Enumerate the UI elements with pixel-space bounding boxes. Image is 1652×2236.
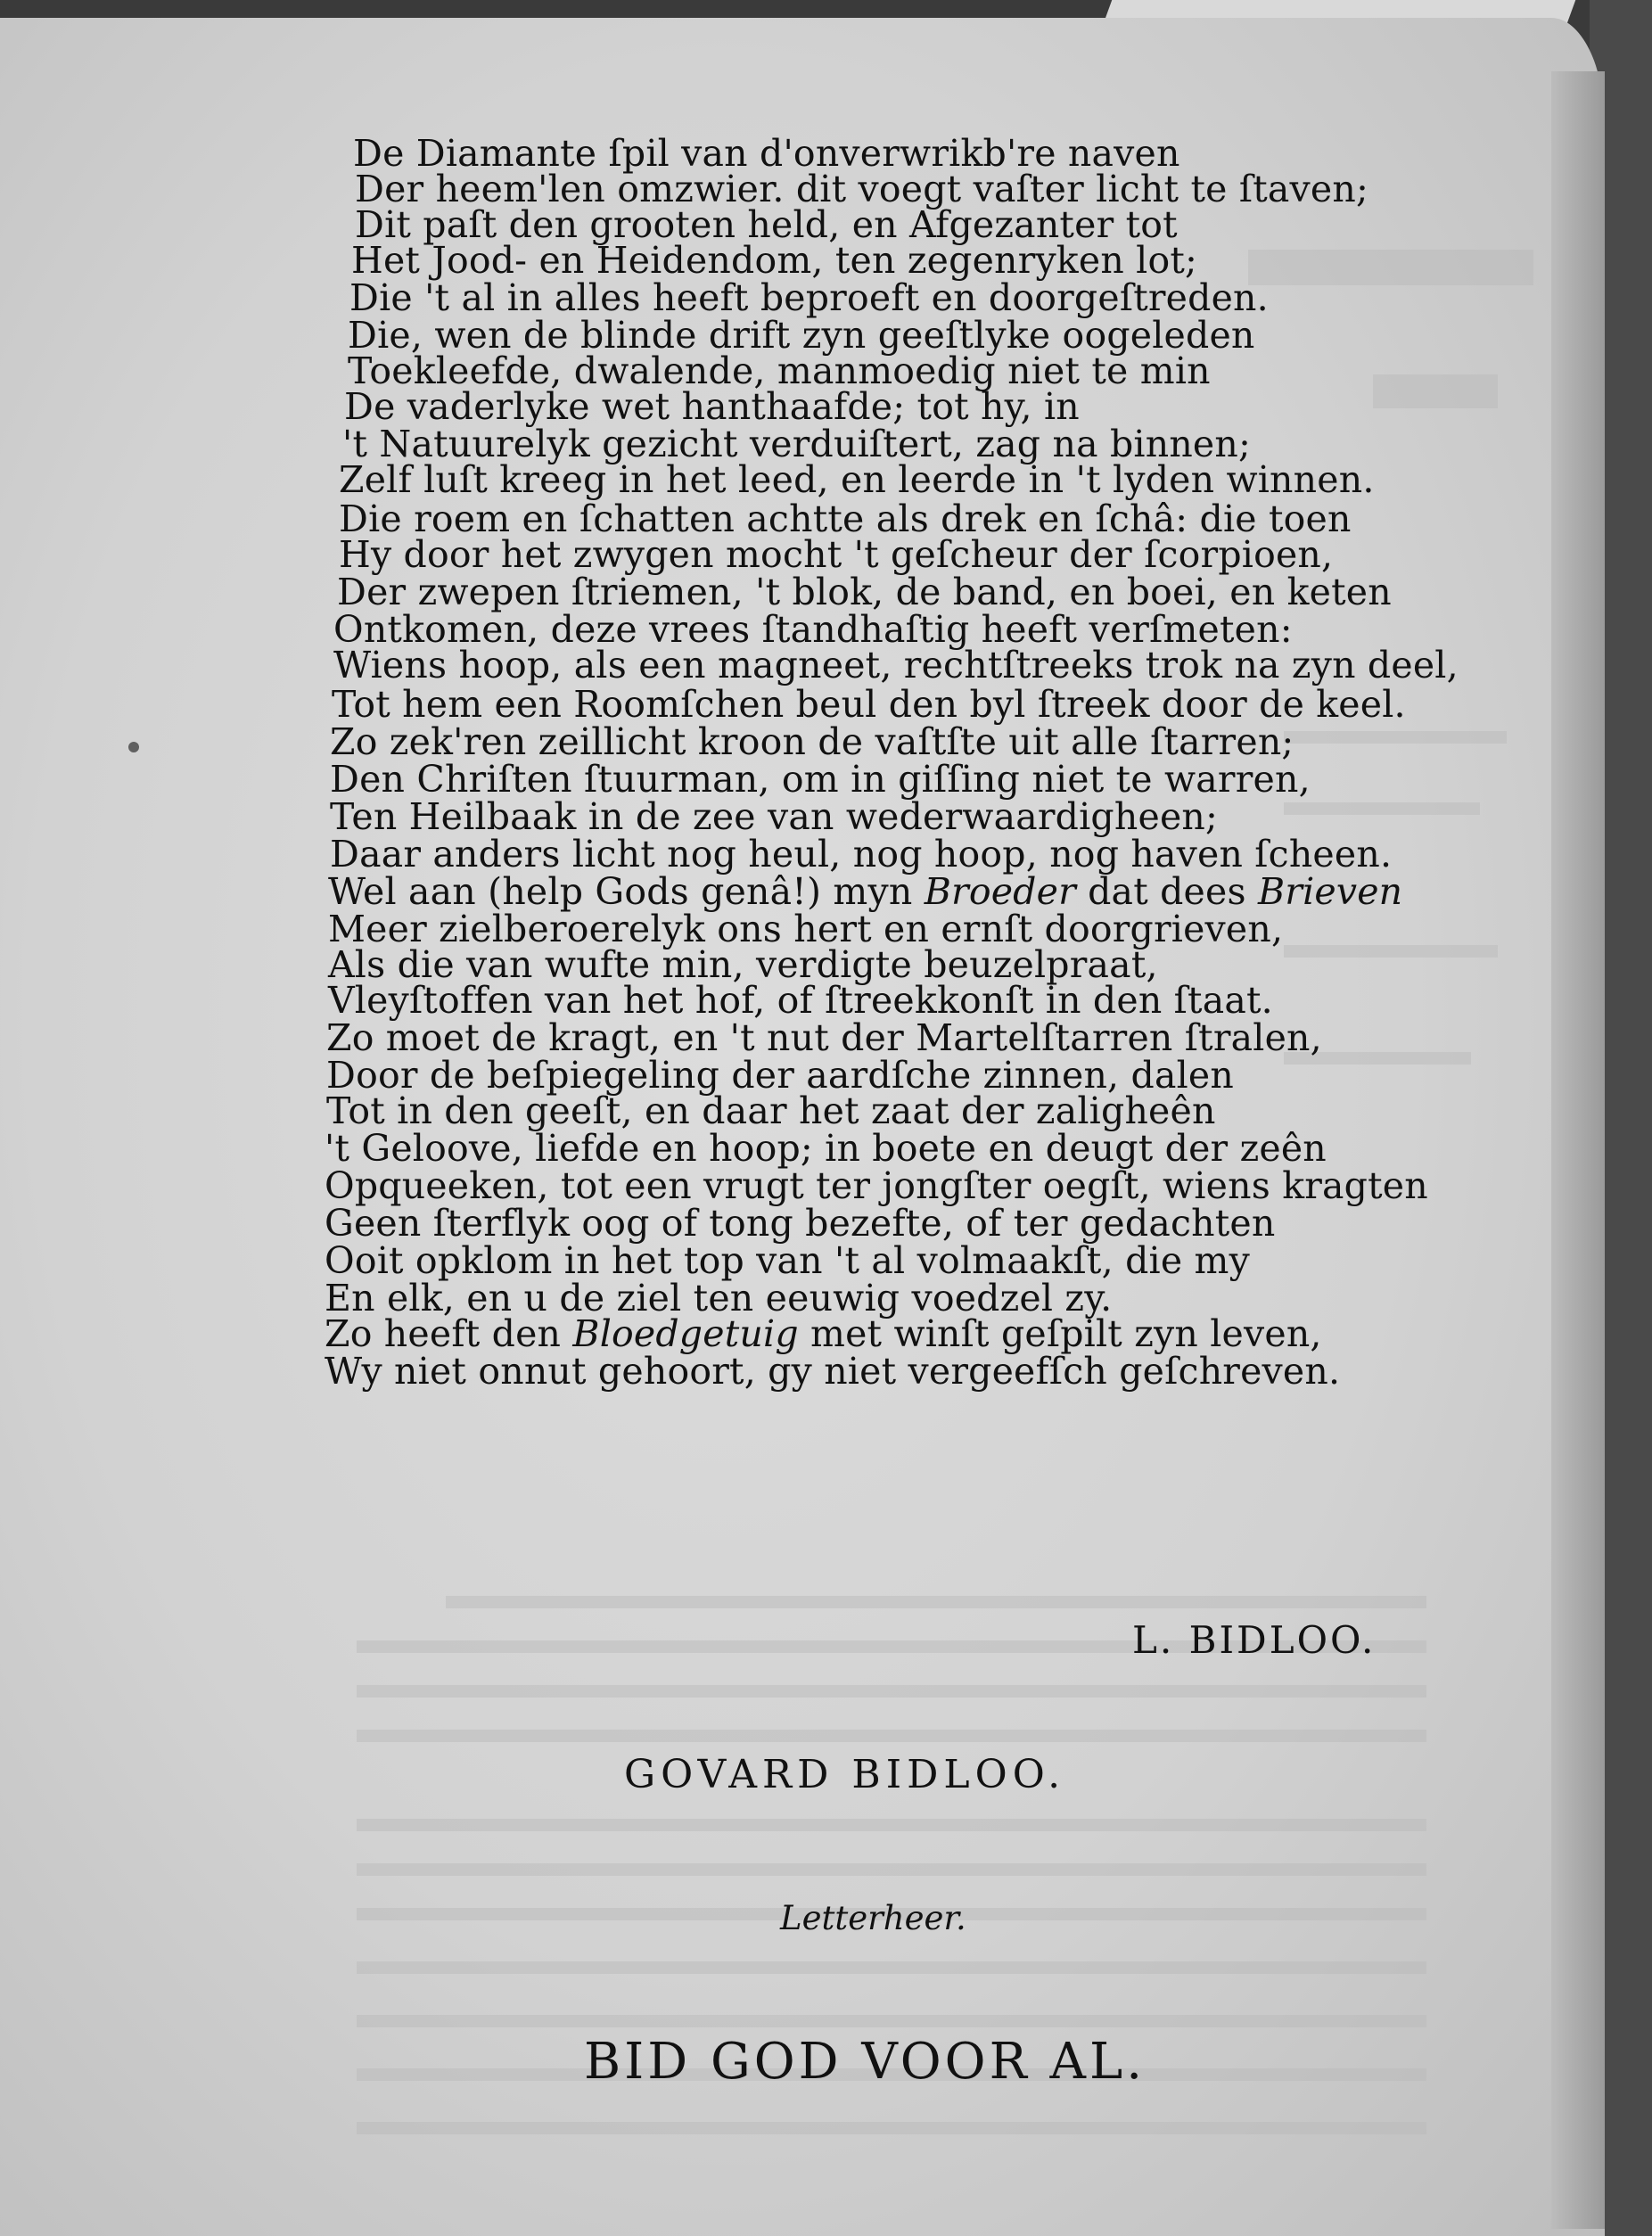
poem-line: Toekleefde, dwalende, manmoedig niet te min [348, 349, 1211, 392]
poem-line: De vaderlyke wet hanthaafde; tot hy, in [344, 385, 1080, 428]
poem-line: Opqueeken, tot een vrugt ter jongſter oegſt, wiens kragten [325, 1164, 1428, 1207]
poem-line: Die, wen de blinde drift zyn geeſtlyke oogeleden [348, 314, 1255, 357]
poem-line: Den Chriſten ſtuurman, om in giſſing niet te warren, [330, 758, 1311, 801]
poem-line: Die roem en ſchatten achtte als drek en ſchâ: die toen [339, 497, 1352, 540]
signature: L. BIDLOO. [1132, 1618, 1377, 1662]
poem-line: Tot in den geeſt, en daar het zaat der zaligheên [326, 1089, 1216, 1132]
poem-line: Ontkomen, deze vrees ſtandhaſtig heeft verſmeten: [333, 608, 1293, 651]
poem-line: Zo moet de kragt, en 't nut der Martelſtarren ſtralen, [326, 1016, 1322, 1059]
poem-line: Daar anders licht nog heul, nog hoop, nog haven ſcheen. [330, 833, 1393, 875]
poem-line: Meer zielberoerelyk ons hert en ernſt doorgrieven, [328, 908, 1284, 950]
poem-line: Der zwepen ſtriemen, 't blok, de band, en boei, en keten [337, 571, 1392, 613]
poem-line: Geen ſterflyk oog of tong bezefte, of ter gedachten [325, 1202, 1276, 1245]
poem-line: Der heem'len omzwier. dit voegt vaſter licht te ſtaven; [355, 168, 1368, 210]
poem-line: En elk, en u de ziel ten eeuwig voedzel zy. [325, 1277, 1113, 1319]
poem-line: Dit paſt den grooten held, en Afgezanter tot [355, 203, 1178, 246]
poem-line: Vleyſtoffen van het hof, of ſtreekkonſt in den ſtaat. [328, 979, 1273, 1022]
poem-line: Door de beſpiegeling der aardſche zinnen, dalen [326, 1054, 1234, 1097]
poem-line: Ten Heilbaak in de zee van wederwaardigheen; [330, 795, 1219, 838]
poem-line: Zo zek'ren zeillicht kroon de vaſtſte uit alle ſtarren; [330, 720, 1294, 763]
poem-line: Wel aan (help Gods genâ!) myn Broeder dat dees Brieven [328, 870, 1403, 913]
poem-line: Wiens hoop, als een magneet, rechtſtreeks trok na zyn deel, [333, 644, 1459, 686]
poem-line: De Diamante ſpil van d'onverwrikb're naven [353, 132, 1180, 175]
poem-line: Als die van wufte min, verdigte beuzelpraat, [328, 943, 1158, 986]
poem-line: Zo heeft den Bloedgetuig met winſt geſpilt zyn leven, [325, 1312, 1322, 1355]
poem-line: 't Natuurelyk gezicht verduiſtert, zag na binnen; [342, 423, 1252, 465]
poem-line: Het Jood- en Heidendom, ten zegenryken lot; [351, 239, 1198, 282]
poem-line: Tot hem een Roomſchen beul den byl ſtreek door de keel. [332, 683, 1406, 726]
poem-line: Die 't al in alles heeft beproeft en doorgeſtreden. [349, 276, 1269, 319]
poem-line: Zelf luſt kreeg in het leed, en leerde in 't lyden winnen. [339, 458, 1375, 501]
poem-line: Ooit opklom in het top van 't al volmaakſt, die my [325, 1239, 1250, 1282]
motto: BID GOD VOOR AL. [584, 2033, 1146, 2091]
poem-line: 't Geloove, liefde en hoop; in boete en deugt der zeên [325, 1127, 1327, 1170]
author-heading: GOVARD BIDLOO. [624, 1752, 1066, 1797]
author-role: Letterheer. [780, 1899, 966, 1937]
poem-line: Wy niet onnut gehoort, gy niet vergeefſch geſchreven. [325, 1350, 1341, 1393]
poem-line: Hy door het zwygen mocht 't geſcheur der ſcorpioen, [339, 533, 1334, 576]
